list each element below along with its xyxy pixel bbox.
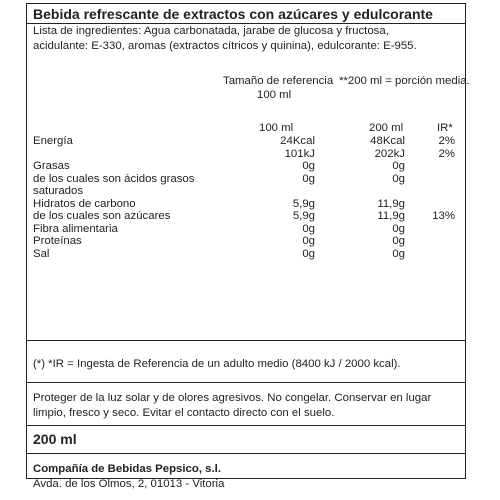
column-header-ir: IR* <box>437 122 453 134</box>
value-per-200ml: 0g <box>392 222 405 235</box>
divider <box>27 453 465 454</box>
storage-instructions-line-1: Proteger de la luz solar y de olores agresivos. No congelar. Conservar en lugar <box>33 392 432 404</box>
net-quantity: 200 ml <box>33 431 77 447</box>
value-per-100ml: 5,9g <box>292 210 315 222</box>
value-per-200ml: 202kJ <box>374 147 405 160</box>
reference-intake-footnote: (*) *IR = Ingesta de Referencia de un adulto medio (8400 kJ / 2000 kcal). <box>33 358 401 370</box>
nutrient-name: Hidratos de carbono <box>33 197 136 210</box>
column-header-100ml: 100 ml <box>259 122 294 134</box>
divider <box>27 425 465 426</box>
nutrient-name: saturados <box>33 185 84 197</box>
value-per-100ml: 0g <box>302 247 315 260</box>
nutrient-name: Grasas <box>33 160 70 172</box>
value-per-100ml: 0g <box>302 160 315 172</box>
company-address: Avda. de los Olmos, 2, 01013 - Vitoria <box>33 478 225 490</box>
value-per-100ml: 5,9g <box>292 197 315 210</box>
product-title: Bebida refrescante de extractos con azúcares y edulcorante <box>33 6 433 22</box>
value-per-200ml: 11,9g <box>377 197 405 210</box>
reference-intake-percent: 2% <box>438 147 455 160</box>
reference-intake-percent: 13% <box>432 210 455 222</box>
value-per-200ml: 0g <box>392 160 405 172</box>
reference-portion-note: **200 ml = porción media. <box>339 75 470 87</box>
value-per-100ml: 0g <box>302 235 315 247</box>
value-per-100ml: 24Kcal <box>280 135 315 147</box>
value-per-200ml: 11,9g <box>377 210 405 222</box>
value-per-100ml: 0g <box>302 172 315 185</box>
divider <box>27 382 465 383</box>
ingredients-line-2: acidulante: E-330, aromas (extractos cítricos y quinina), edulcorante: E-955. <box>33 40 417 52</box>
storage-instructions-line-2: limpio, fresco y seco. Evitar el contacto directo con el suelo. <box>33 407 335 419</box>
value-per-100ml: 0g <box>302 222 315 235</box>
divider <box>27 340 465 341</box>
reference-intake-percent: 2% <box>438 135 455 147</box>
value-per-200ml: 0g <box>392 247 405 260</box>
value-per-200ml: 0g <box>392 172 405 185</box>
value-per-200ml: 0g <box>392 235 405 247</box>
nutrient-name: Energía <box>33 135 73 147</box>
reference-size-amount: 100 ml <box>257 89 292 101</box>
reference-size-label: Tamaño de referencia <box>223 75 334 87</box>
column-header-200ml: 200 ml <box>369 122 404 134</box>
nutrient-name: de los cuales son azúcares <box>33 210 171 222</box>
nutrient-name: Fibra alimentaria <box>33 222 118 235</box>
nutrition-label <box>26 3 470 490</box>
nutrient-name: Sal <box>33 247 50 260</box>
value-per-100ml: 101kJ <box>284 147 315 160</box>
ingredients-line-1: Lista de ingredientes: Agua carbonatada, jarabe de glucosa y fructosa, <box>33 25 389 37</box>
nutrient-name: de los cuales son ácidos grasos <box>33 172 195 185</box>
value-per-200ml: 48Kcal <box>370 135 405 147</box>
company-name: Compañía de Bebidas Pepsico, s.l. <box>33 463 222 475</box>
nutrient-name: Proteínas <box>33 235 82 247</box>
